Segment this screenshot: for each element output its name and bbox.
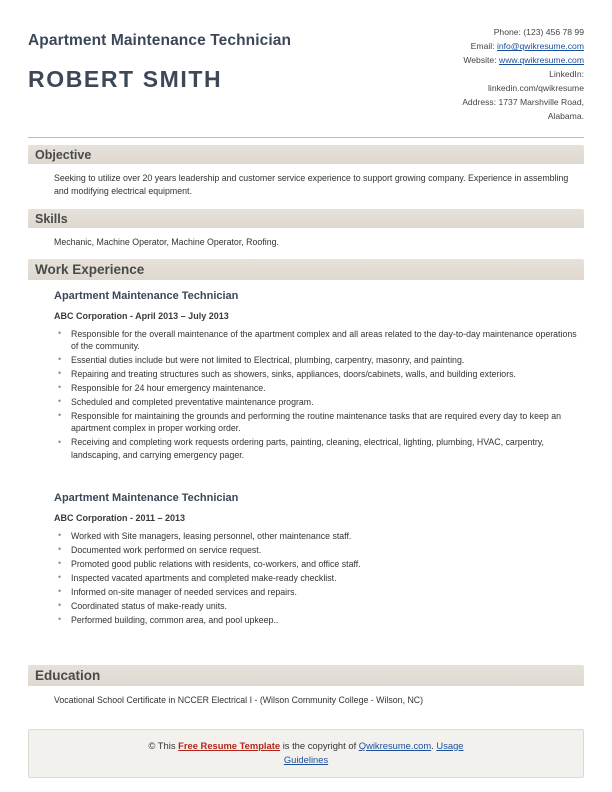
contact-address-line2: Alabama. xyxy=(547,110,584,121)
list-item: • Receiving and completing work requests ordering parts, painting, cleaning, electrical, lighting, plumbing, HVAC, carpentry, landscaping, and carrying emergency pager. xyxy=(69,436,578,461)
contact-address-line1: Address: 1737 Marshville Road, xyxy=(462,96,584,107)
footer-middle: is the copyright of xyxy=(280,739,359,751)
list-item: • Inspected vacated apartments and completed make-ready checklist. xyxy=(69,572,578,584)
education-text: Vocational School Certificate in NCCER Electrical I - (Wilson Community College - Wilson, NC) xyxy=(54,694,424,705)
footer-template-link[interactable]: Free Resume Template xyxy=(178,739,281,751)
experience-title: Apartment Maintenance Technician xyxy=(54,491,239,504)
header-left xyxy=(28,26,358,93)
contact-linkedin-label: LinkedIn: xyxy=(549,68,584,79)
footer-usage-link-1[interactable]: Usage xyxy=(436,739,464,751)
experience-item xyxy=(28,482,584,626)
page-title: Apartment Maintenance Technician xyxy=(28,32,292,49)
candidate-name: ROBERT SMITH xyxy=(28,66,223,93)
contact-website-link[interactable]: www.qwikresume.com xyxy=(498,54,584,65)
contact-phone: Phone: (123) 456 78 99 xyxy=(493,27,584,37)
experience-item xyxy=(28,280,584,462)
experience-meta: ABC Corporation - April 2013 – July 2013 xyxy=(54,310,229,321)
contact-email-link[interactable]: info@qwikresume.com xyxy=(496,40,584,51)
education-spacer xyxy=(28,628,584,658)
experience-title: Apartment Maintenance Technician xyxy=(54,289,239,302)
footer-usage-link-2[interactable]: Guidelines xyxy=(283,753,329,765)
footer-brand-link[interactable]: Qwikresume.com xyxy=(358,739,432,751)
list-item: • Repairing and treating structures such as showers, sinks, appliances, doors/cabinets, walls, and building exteriors. xyxy=(69,368,578,380)
experience-spacer xyxy=(28,463,584,482)
list-item: • Worked with Site managers, leasing personnel, other maintenance staff. xyxy=(69,530,578,542)
contact-website xyxy=(374,54,584,68)
list-item: • Responsible for 24 hour emergency maintenance. xyxy=(69,382,578,394)
list-item: • Responsible for the overall maintenance of the apartment complex and all areas related to the day-to-day maintenance operations of the community. xyxy=(69,328,578,353)
section-header-skills xyxy=(28,209,584,228)
list-item: • Scheduled and completed preventative maintenance program. xyxy=(69,396,578,408)
experience-meta: ABC Corporation - 2011 – 2013 xyxy=(54,512,186,523)
contact-email-label: Email: xyxy=(470,40,497,51)
contact-website-label: Website: xyxy=(463,54,499,65)
contact-linkedin-value: linkedin.com/qwikresume xyxy=(488,82,584,93)
resume-header xyxy=(28,26,584,123)
skills-text: Mechanic, Machine Operator, Machine Operator, Roofing. xyxy=(54,237,279,248)
section-title-work-experience: Work Experience xyxy=(35,261,145,277)
list-item: • Responsible for maintaining the grounds and performing the routine maintenance tasks that are required every day to keep an apartment complex in proper working order. xyxy=(69,410,578,435)
section-title-education: Education xyxy=(35,667,101,683)
objective-text: Seeking to utilize over 20 years leadership and customer service experience to support growing company. Experience in assembling and modifying electrical equipment. xyxy=(54,173,569,197)
experience-bullets xyxy=(54,530,578,626)
section-header-work-experience xyxy=(28,259,584,280)
contact-info xyxy=(374,26,584,123)
section-title-skills: Skills xyxy=(35,211,68,226)
list-item: • Informed on-site manager of needed services and repairs. xyxy=(69,586,578,598)
list-item: • Coordinated status of make-ready units. xyxy=(69,600,578,612)
footer-notice xyxy=(28,729,584,778)
contact-email xyxy=(374,40,584,54)
header-divider xyxy=(28,137,584,138)
list-item: • Promoted good public relations with residents, co-workers, and office staff. xyxy=(69,558,578,570)
footer-copyright: © This xyxy=(148,739,179,751)
section-header-objective xyxy=(28,145,584,164)
section-title-objective: Objective xyxy=(35,147,92,162)
list-item: • Performed building, common area, and pool upkeep.. xyxy=(69,614,578,626)
footer-dot: . xyxy=(431,739,437,751)
section-header-education xyxy=(28,665,584,686)
experience-bullets xyxy=(54,328,578,462)
list-item: • Essential duties include but were not limited to Electrical, plumbing, carpentry, masonry, and painting. xyxy=(69,354,578,366)
list-item: • Documented work performed on service request. xyxy=(69,544,578,556)
